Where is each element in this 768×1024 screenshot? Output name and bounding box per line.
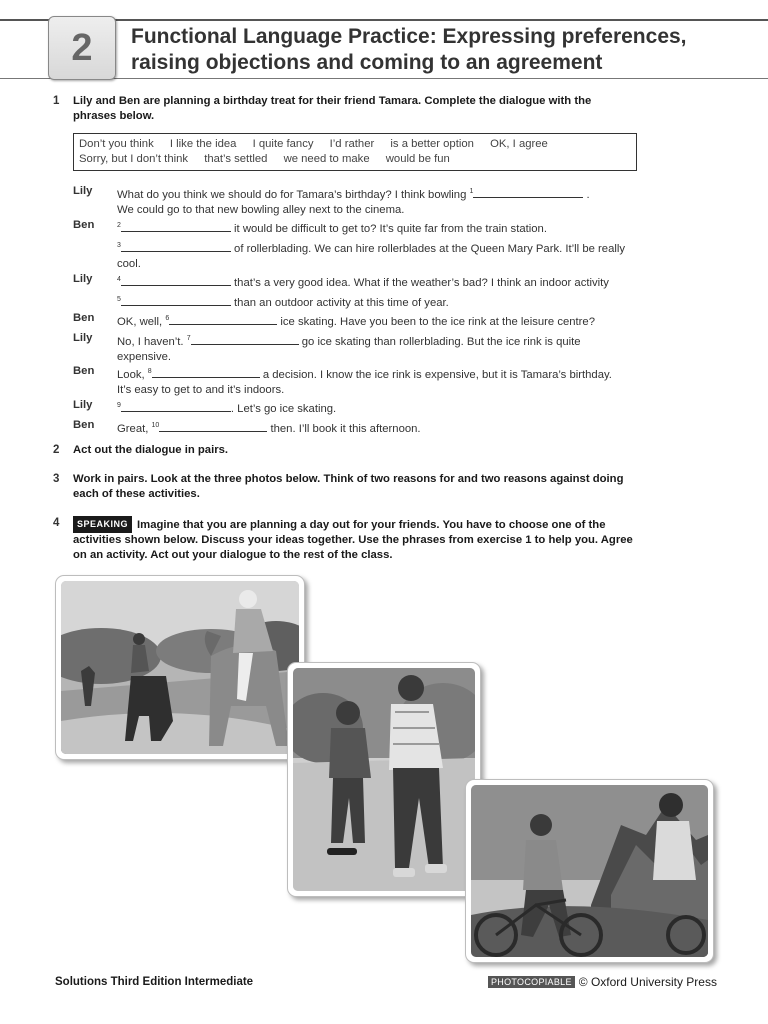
phrase: would be fun xyxy=(385,153,450,165)
line-text: What do you think we should do for Tamara’s birthday? I think bowling xyxy=(117,189,470,201)
gap-2-blank[interactable] xyxy=(121,222,231,232)
phrase: is a better option xyxy=(390,138,474,150)
phrase: Sorry, but I don’t think xyxy=(79,153,189,165)
gap-8-blank[interactable] xyxy=(152,368,260,378)
dialogue-line-1 xyxy=(117,184,642,218)
gap-number: 8 xyxy=(147,368,152,375)
line-text: We could go to that new bowling alley next to the cinema. xyxy=(117,204,405,216)
dialogue-line-2 xyxy=(117,218,642,237)
exercise-3-line-2: each of these activities. xyxy=(73,488,200,500)
exercise-3-instruction xyxy=(73,472,643,502)
line-text: cool. xyxy=(117,258,141,270)
exercise-2-instruction: Act out the dialogue in pairs. xyxy=(73,444,229,456)
publisher-footer xyxy=(488,975,717,989)
speaker-lily: Lily xyxy=(73,273,93,285)
page-title xyxy=(131,24,751,76)
line-text: ice skating. Have you been to the ice rink at the leisure centre? xyxy=(277,316,595,328)
line-text: No, I haven’t. xyxy=(117,336,187,348)
gap-number: 4 xyxy=(117,276,121,283)
gap-number: 5 xyxy=(117,296,121,303)
photocopiable-label: PHOTOCOPIABLE xyxy=(488,976,575,988)
line-text: of rollerblading. We can hire rollerblades at the Queen Mary Park. It’ll be really xyxy=(230,243,626,255)
gap-1-blank[interactable] xyxy=(473,188,583,198)
gap-10-blank[interactable] xyxy=(159,422,267,432)
phrase: I quite fancy xyxy=(252,138,314,150)
phrase: that’s settled xyxy=(204,153,268,165)
exercise-4-number: 4 xyxy=(53,517,60,529)
phrase: we need to make xyxy=(283,153,370,165)
gap-number: 6 xyxy=(165,315,170,322)
phrase: OK, I agree xyxy=(490,138,548,150)
gap-7-blank[interactable] xyxy=(191,335,299,345)
exercise-4-instruction xyxy=(73,516,643,563)
line-text: expensive. xyxy=(117,351,172,363)
line-text: . xyxy=(586,189,590,201)
header-bottom-rule xyxy=(0,78,768,79)
exercise-3-line-1: Work in pairs. Look at the three photos below. Think of two reasons for and two reasons against doing xyxy=(73,473,624,485)
phrase: Don’t you think xyxy=(79,138,154,150)
line-text: than an outdoor activity at this time of year. xyxy=(230,297,449,309)
gap-number: 10 xyxy=(151,422,160,429)
gap-4-blank[interactable] xyxy=(121,276,231,286)
gap-number: 9 xyxy=(117,402,121,409)
exercise-2-number: 2 xyxy=(53,444,60,456)
speaker-ben: Ben xyxy=(73,219,95,231)
gap-5-blank[interactable] xyxy=(121,296,231,306)
dialogue-line-5 xyxy=(117,292,642,311)
exercise-1-instruction xyxy=(73,94,643,124)
line-text: go ice skating than rollerblading. But the ice rink is quite xyxy=(298,336,581,348)
phrase: I like the idea xyxy=(169,138,237,150)
gap-9-blank[interactable] xyxy=(121,402,231,412)
cycling-illustration xyxy=(471,785,708,957)
dialogue-line-8 xyxy=(117,364,642,398)
photo-cycling xyxy=(465,779,714,963)
line-text: a decision. I know the ice rink is expensive, but it is Tamara’s birthday. xyxy=(259,369,612,381)
dialogue-line-10 xyxy=(117,418,642,437)
gap-number: 2 xyxy=(117,222,121,229)
gap-number: 1 xyxy=(469,188,474,195)
exercise-3-number: 3 xyxy=(53,473,60,485)
book-title-footer: Solutions Third Edition Intermediate xyxy=(55,976,254,988)
speaker-ben: Ben xyxy=(73,419,95,431)
dialogue-line-4 xyxy=(117,272,642,291)
speaker-lily: Lily xyxy=(73,185,93,197)
publisher-name: © Oxford University Press xyxy=(578,975,717,989)
dialogue-line-3 xyxy=(117,238,642,272)
line-text: Look, xyxy=(117,369,148,381)
gap-6-blank[interactable] xyxy=(169,315,277,325)
exercise-4-line-3: on an activity. Act out your dialogue to the rest of the class. xyxy=(73,549,393,561)
line-text: . Let’s go ice skating. xyxy=(230,403,337,415)
line-text: then. I’ll book it this afternoon. xyxy=(267,423,421,435)
gap-number: 7 xyxy=(186,335,191,342)
horse-riding-illustration xyxy=(61,581,299,754)
line-text: that’s a very good idea. What if the weather’s bad? I think an indoor activity xyxy=(230,277,609,289)
exercise-4-line-2: activities shown below. Discuss your ideas together. Use the phrases from exercise 1 to help you. Agree xyxy=(73,534,633,546)
line-text: It’s easy to get to and it’s indoors. xyxy=(117,384,285,396)
dialogue-line-7 xyxy=(117,331,642,365)
rollerblading-illustration xyxy=(293,668,475,891)
exercise-1-number: 1 xyxy=(53,95,60,107)
exercise-1-line-1: Lily and Ben are planning a birthday treat for their friend Tamara. Complete the dialogue with the xyxy=(73,95,592,107)
line-text: it would be difficult to get to? It’s quite far from the train station. xyxy=(230,223,547,235)
speaker-ben: Ben xyxy=(73,365,95,377)
speaker-ben: Ben xyxy=(73,312,95,324)
speaker-lily: Lily xyxy=(73,332,93,344)
gap-number: 3 xyxy=(117,242,121,249)
speaker-lily: Lily xyxy=(73,399,93,411)
line-text: Great, xyxy=(117,423,152,435)
phrase-row-2 xyxy=(79,152,631,167)
photo-horse-riding xyxy=(55,575,305,760)
title-line-1: Functional Language Practice: Expressing preferences, xyxy=(131,25,687,48)
unit-number-badge: 2 xyxy=(48,16,116,80)
exercise-1-line-2: phrases below. xyxy=(73,110,155,122)
phrase-row-1 xyxy=(79,137,631,152)
exercise-4-line-1: Imagine that you are planning a day out for your friends. You have to choose one of the xyxy=(137,519,606,531)
speaking-badge: SPEAKING xyxy=(73,516,132,533)
dialogue-line-9 xyxy=(117,398,642,417)
phrase-bank xyxy=(73,133,637,171)
photo-rollerblading xyxy=(287,662,481,897)
line-text: OK, well, xyxy=(117,316,166,328)
title-line-2: raising objections and coming to an agreement xyxy=(131,51,603,74)
gap-3-blank[interactable] xyxy=(121,242,231,252)
phrase: I’d rather xyxy=(329,138,375,150)
dialogue-line-6 xyxy=(117,311,642,330)
